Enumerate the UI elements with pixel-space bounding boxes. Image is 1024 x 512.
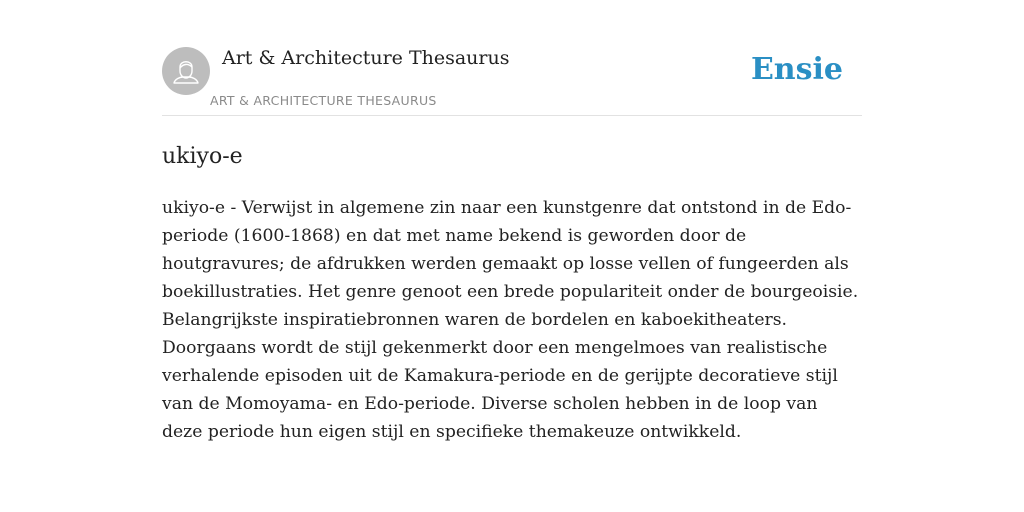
header: [162, 0, 862, 116]
avatar[interactable]: [162, 47, 210, 95]
entry-term: ukiyo-e: [162, 144, 243, 169]
entry-definition: ukiyo-e - Verwijst in algemene zin naar een kunstgenre dat ontstond in de Edo-periode (1600-1868) en dat met name bekend is geworden door de houtgravures; de afdrukken werden gemaakt op losse vellen of fungeerden als boekillustraties. Het genre genoot een brede populariteit onder de bourgeoisie. Belangrijkste inspiratiebronnen waren de bordelen en kaboekitheaters. Doorgaans wordt de stijl gekenmerkt door een mengelmoes van realistische verhalende episoden uit de Kamakura-periode en de gerijpte decoratieve stijl van de Momoyama- en Edo-periode. Diverse scholen hebben in de loop van deze periode hun eigen stijl en specifieke themakeuze ontwikkeld.: [162, 198, 859, 442]
source-subtitle[interactable]: ART & ARCHITECTURE THESAURUS: [210, 93, 437, 108]
ensie-logo[interactable]: Ensie: [750, 52, 843, 87]
user-silhouette-icon: [162, 47, 210, 95]
source-title[interactable]: Art & Architecture Thesaurus: [222, 47, 510, 69]
content-container: [162, 0, 862, 446]
